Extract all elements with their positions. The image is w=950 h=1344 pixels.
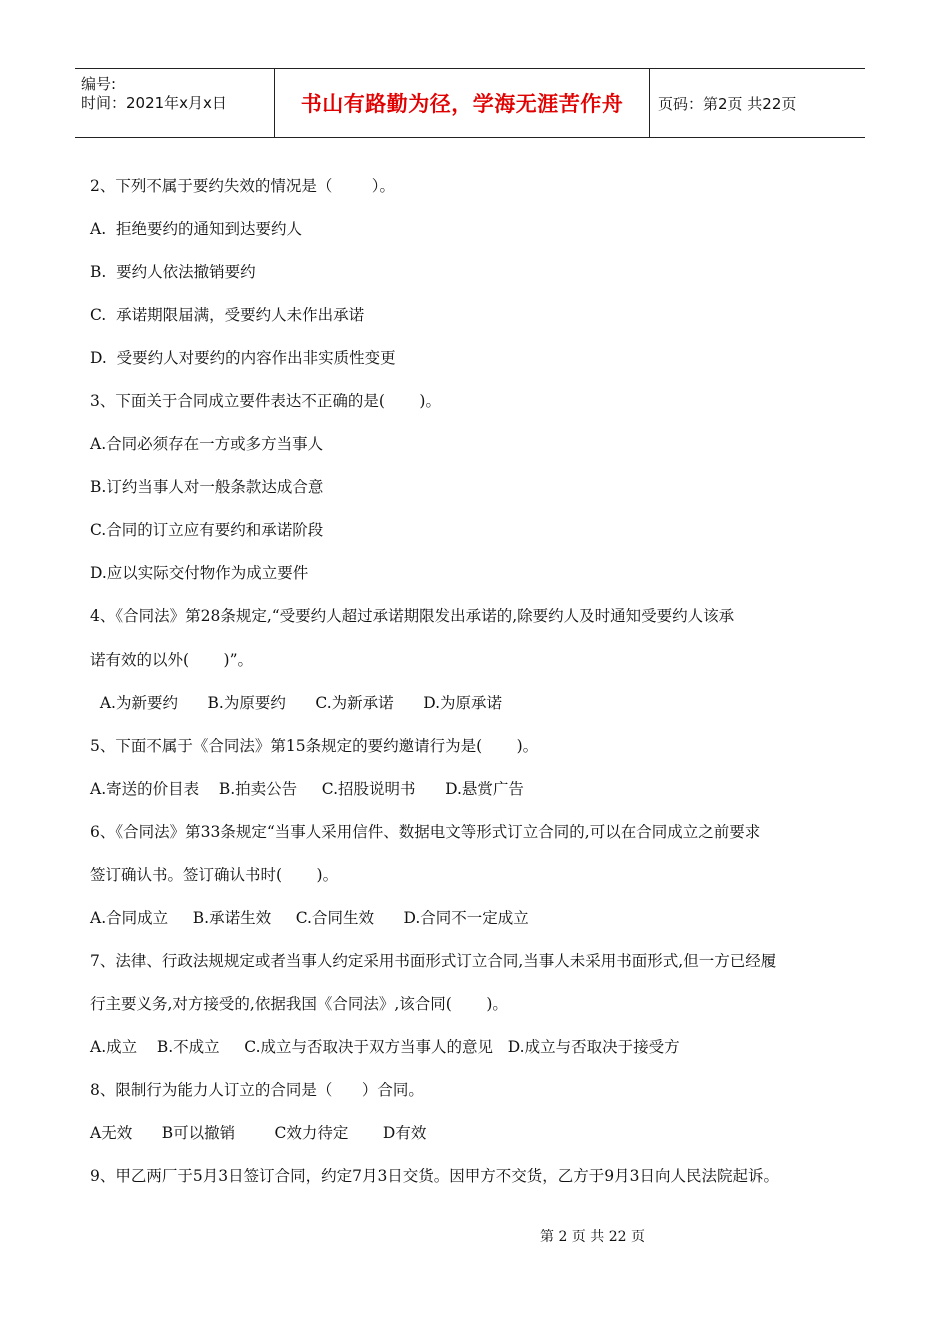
question-7-line2: 行主要义务,对方接受的,依据我国《合同法》,该合同( )。 (90, 995, 508, 1013)
q6-options: A.合同成立 B.承诺生效 C.合同生效 D.合同不一定成立 (90, 909, 529, 927)
q3-option-b: B.订约当事人对一般条款达成合意 (90, 478, 324, 496)
question-5: 5、下面不属于《合同法》第15条规定的要约邀请行为是( )。 (90, 737, 539, 755)
q8-options: A无效 B可以撤销 C效力待定 D有效 (90, 1124, 427, 1142)
question-8: 8、限制行为能力人订立的合同是（ ）合同。 (90, 1081, 424, 1099)
header-left-cell (75, 69, 275, 137)
q2-option-a: A. 拒绝要约的通知到达要约人 (90, 220, 302, 238)
question-2: 2、下列不属于要约失效的情况是（ ）。 (90, 177, 396, 195)
q2-option-c: C. 承诺期限届满，受要约人未作出承诺 (90, 306, 365, 324)
page-info: 页码：第2页 共22页 (658, 94, 797, 113)
question-4-line1: 4、《合同法》第28条规定,“受要约人超过承诺期限发出承诺的,除要约人及时通知受要约人该承 (90, 607, 735, 625)
header-table (75, 68, 865, 138)
question-6-line1: 6、《合同法》第33条规定“当事人采用信件、数据电文等形式订立合同的,可以在合同成立之前要求 (90, 823, 761, 841)
q2-option-b: B. 要约人依法撤销要约 (90, 263, 256, 281)
header-page-cell (650, 69, 865, 137)
q2-option-d: D. 受要约人对要约的内容作出非实质性变更 (90, 349, 396, 367)
q7-options: A.成立 B.不成立 C.成立与否取决于双方当事人的意见 D.成立与否取决于接受方 (90, 1038, 680, 1056)
q3-option-a: A.合同必须存在一方或多方当事人 (90, 435, 324, 453)
time-label: 时间：2021年x月x日 (81, 94, 227, 112)
question-3: 3、下面关于合同成立要件表达不正确的是( )。 (90, 392, 441, 410)
q5-options: A.寄送的价目表 B.拍卖公告 C.招股说明书 D.悬赏广告 (90, 780, 524, 798)
motto-text: 书山有路勤为径，学海无涯苦作舟 (300, 92, 624, 116)
code-label: 编号: (81, 75, 117, 93)
question-7-line1: 7、法律、行政法规规定或者当事人约定采用书面形式订立合同,当事人未采用书面形式,但一方已经履 (90, 952, 777, 970)
page-footer (0, 1226, 950, 1246)
q4-options: A.为新要约 B.为原要约 C.为新承诺 D.为原承诺 (90, 694, 503, 712)
question-6-line2: 签订确认书。签订确认书时( )。 (90, 866, 339, 884)
q3-option-d: D.应以实际交付物作为成立要件 (90, 564, 309, 582)
question-9: 9、甲乙两厂于5月3日签订合同，约定7月3日交货。因甲方不交货，乙方于9月3日向人民法院起诉。 (90, 1167, 780, 1185)
footer-page-number: 第 2 页 共 22 页 (540, 1229, 645, 1245)
question-4-line2: 诺有效的以外( )”。 (90, 651, 254, 669)
header-motto-cell (275, 69, 650, 137)
q3-option-c: C.合同的订立应有要约和承诺阶段 (90, 521, 324, 539)
